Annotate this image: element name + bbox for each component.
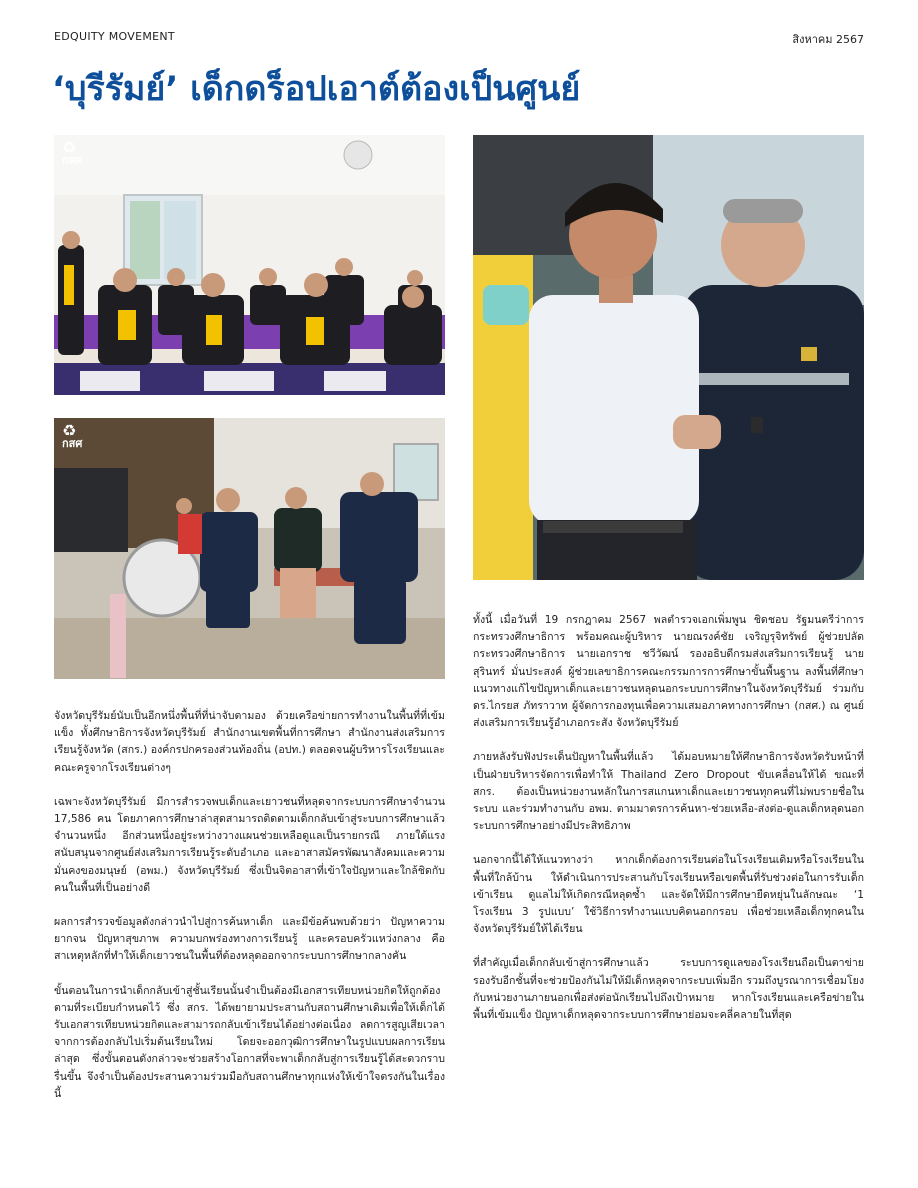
- eef-logo-icon: ♻: [62, 421, 77, 440]
- paragraph: เฉพาะจังหวัดบุรีรัมย์ มีการสำรวจพบเด็กและเยาวชนที่หลุดจากระบบการศึกษาจำนวน 17,586 คน โดยภาคการศึกษาล่าสุดสามารถติดตามเด็กกลับเข้าสู่ระบบการศึกษาแล้วจำนวนหนึ่ง อีกส่วนหนึ่งอยู่ระหว่างวางแผนช่วยเหลือดูแลเป็นรายกรณี ภายใต้แรงสนับสนุนจากศูนย์ส่งเสริมการเรียนรู้ระดับอำเภอ และอาสาสมัครพัฒนาสังคมและความมั่นคงของมนุษย์ (อพม.) จังหวัดบุรีรัมย์ ซึ่งเป็นจิตอาสาที่เข้าใจปัญหาและใกล้ชิดกับคนในพื้นที่เป็นอย่างดี: [54, 795, 445, 894]
- meeting-photo: [54, 135, 445, 395]
- publication-name: EDQUITY MOVEMENT: [54, 30, 175, 43]
- paragraph: ทั้งนี้ เมื่อวันที่ 19 กรกฎาคม 2567 พลตำรวจเอกเพิ่มพูน ชิดชอบ รัฐมนตรีว่าการกระทรวงศึกษาธิการ พร้อมคณะผู้บริหาร นายณรงค์ชัย เจริญรุจิทรัพย์ ผู้ช่วยปลัดกระทรวงศึกษาธิการ นายเอกราช ชวีวัฒน์ รองอธิบดีกรมส่งเสริมการเรียนรู้ นายสุรินทร์ มั่นประสงค์ ผู้ช่วยเลขาธิการคณะกรรมการการศึกษาขั้นพื้นฐาน ลงพื้นที่ศึกษาแนวทางแก้ไขปัญหาเด็กและเยาวชนหลุดนอกระบบการศึกษาในจังหวัดบุรีรัมย์ ร่วมกับ ดร.ไกรยส ภัทราวาท ผู้จัดการกองทุนเพื่อความเสมอภาคทางการศึกษา (กสศ.) ณ ศูนย์ส่งเสริมการเรียนรู้อำเภอกระสัง จังหวัดบุรีรัมย์: [473, 614, 864, 730]
- article-body-right: [473, 612, 864, 1041]
- article-body-left: [54, 708, 445, 1120]
- paragraph: ที่สำคัญเมื่อเด็กกลับเข้าสู่การศึกษาแล้ว ระบบการดูแลของโรงเรียนถือเป็นตาข่ายรองรับอีกชั้นที่จะช่วยป้องกันไม่ให้มีเด็กหลุดจากระบบเพิ่มอีก รวมถึงบูรณาการเชื่อมโยงกับหน่วยงานภายนอกเพื่อส่งต่อนักเรียนไปถึงเป้าหมาย หากโรงเรียนและเครือข่ายในพื้นที่เข้มแข็ง ปัญหาเด็กหลุดจากระบบการศึกษาย่อมจะคลี่คลายในที่สุด: [473, 957, 864, 1022]
- paragraph: ขั้นตอนในการนำเด็กกลับเข้าสู่ชั้นเรียนนั้นจำเป็นต้องมีเอกสารเทียบหน่วยกิตให้ถูกต้องตามที่ระเบียบกำหนดไว้ ซึ่ง สกร. ได้พยายามประสานกับสถานศึกษาเดิมเพื่อให้เด็กได้รับเอกสารเทียบหน่วยกิตและสามารถกลับเข้าเรียนได้อย่างต่อเนื่อง ลดการสูญเสียเวลาจากการต้องกลับไปเริ่มต้นเรียนใหม่ โดยจะออกวุฒิการศึกษาในรูปแบบผลการเรียนล่าสุด ซึ่งขั้นตอนดังกล่าวจะช่วยสร้างโอกาสที่จะพาเด็กกลับสู่การเรียนรู้ได้สะดวกราบรื่นขึ้น จึงจำเป็นต้องประสานความร่วมมือกับสถานศึกษาทุกแห่งให้เข้าใจตรงกันในเรื่องนี้: [54, 984, 445, 1100]
- home-visit-photo: [54, 418, 445, 679]
- paragraph: ผลการสำรวจข้อมูลดังกล่าวนำไปสู่การค้นหาเด็ก และมีข้อค้นพบด้วยว่า ปัญหาความยากจน ปัญหาสุขภาพ ความบกพร่องทางการเรียนรู้ และครอบครัวแหว่งกลาง คือสาเหตุหลักที่ทำให้เด็กเยาวชนในพื้นที่ต้องหลุดออกจากระบบการศึกษากลางคัน: [54, 916, 445, 963]
- paragraph: จังหวัดบุรีรัมย์นับเป็นอีกหนึ่งพื้นที่ที่น่าจับตามอง ด้วยเครือข่ายการทำงานในพื้นที่ที่เข้มแข็ง ทั้งศึกษาธิการจังหวัดบุรีรัมย์ สำนักงานเขตพื้นที่การศึกษา สำนักงานส่งเสริมการเรียนรู้จังหวัด (สกร.) องค์กรปกครองส่วนท้องถิ่น (อปท.) ตลอดจนผู้บริหารโรงเรียนและคณะครูจากโรงเรียนต่างๆ: [54, 710, 445, 774]
- student-with-minister-photo: [473, 135, 864, 580]
- eef-logo-icon: ♻: [62, 138, 77, 157]
- eef-logo: ♻ กสศ: [62, 421, 83, 450]
- article-title: ‘บุรีรัมย์’ เด็กดร็อปเอาต์ต้องเป็นศูนย์: [52, 69, 581, 109]
- paragraph: นอกจากนี้ได้ให้แนวทางว่า หากเด็กต้องการเรียนต่อในโรงเรียนเดิมหรือโรงเรียนในพื้นที่ใกล้บ้าน ให้ดำเนินการประสานกับโรงเรียนหรือเขตพื้นที่รับช่วงต่อในการรับเด็กเข้าเรียน ดูแลไม่ให้เกิดกรณีหลุดซ้ำ และจัดให้มีการศึกษายืดหยุ่นในลักษณะ ‘1 โรงเรียน 3 รูปแบบ’ ใช้วิธีการทำงานแบบคิดนอกกรอบ เพื่อช่วยเหลือเด็กทุกคนในจังหวัดบุรีรัมย์ให้ได้เรียน: [473, 854, 864, 936]
- eef-logo: ♻ กสศ: [62, 138, 83, 167]
- issue-date: สิงหาคม 2567: [792, 33, 864, 46]
- paragraph: ภายหลังรับฟังประเด็นปัญหาในพื้นที่แล้ว ได้มอบหมายให้ศึกษาธิการจังหวัดรับหน้าที่เป็นฝ่ายบริหารจัดการเพื่อทำให้ Thailand Zero Dropout ขับเคลื่อนให้ได้ ขณะที่ สกร. ต้องเป็นหน่วยงานหลักในการสแกนหาเด็กและเยาวชนทุกคนที่ไม่พบรายชื่อในระบบ และร่วมทำงานกับ อพม. ตามมาตรการค้นหา-ช่วยเหลือ-ส่งต่อ-ดูแลเด็กหลุดนอกระบบการศึกษาอย่างมีประสิทธิภาพ: [473, 751, 864, 833]
